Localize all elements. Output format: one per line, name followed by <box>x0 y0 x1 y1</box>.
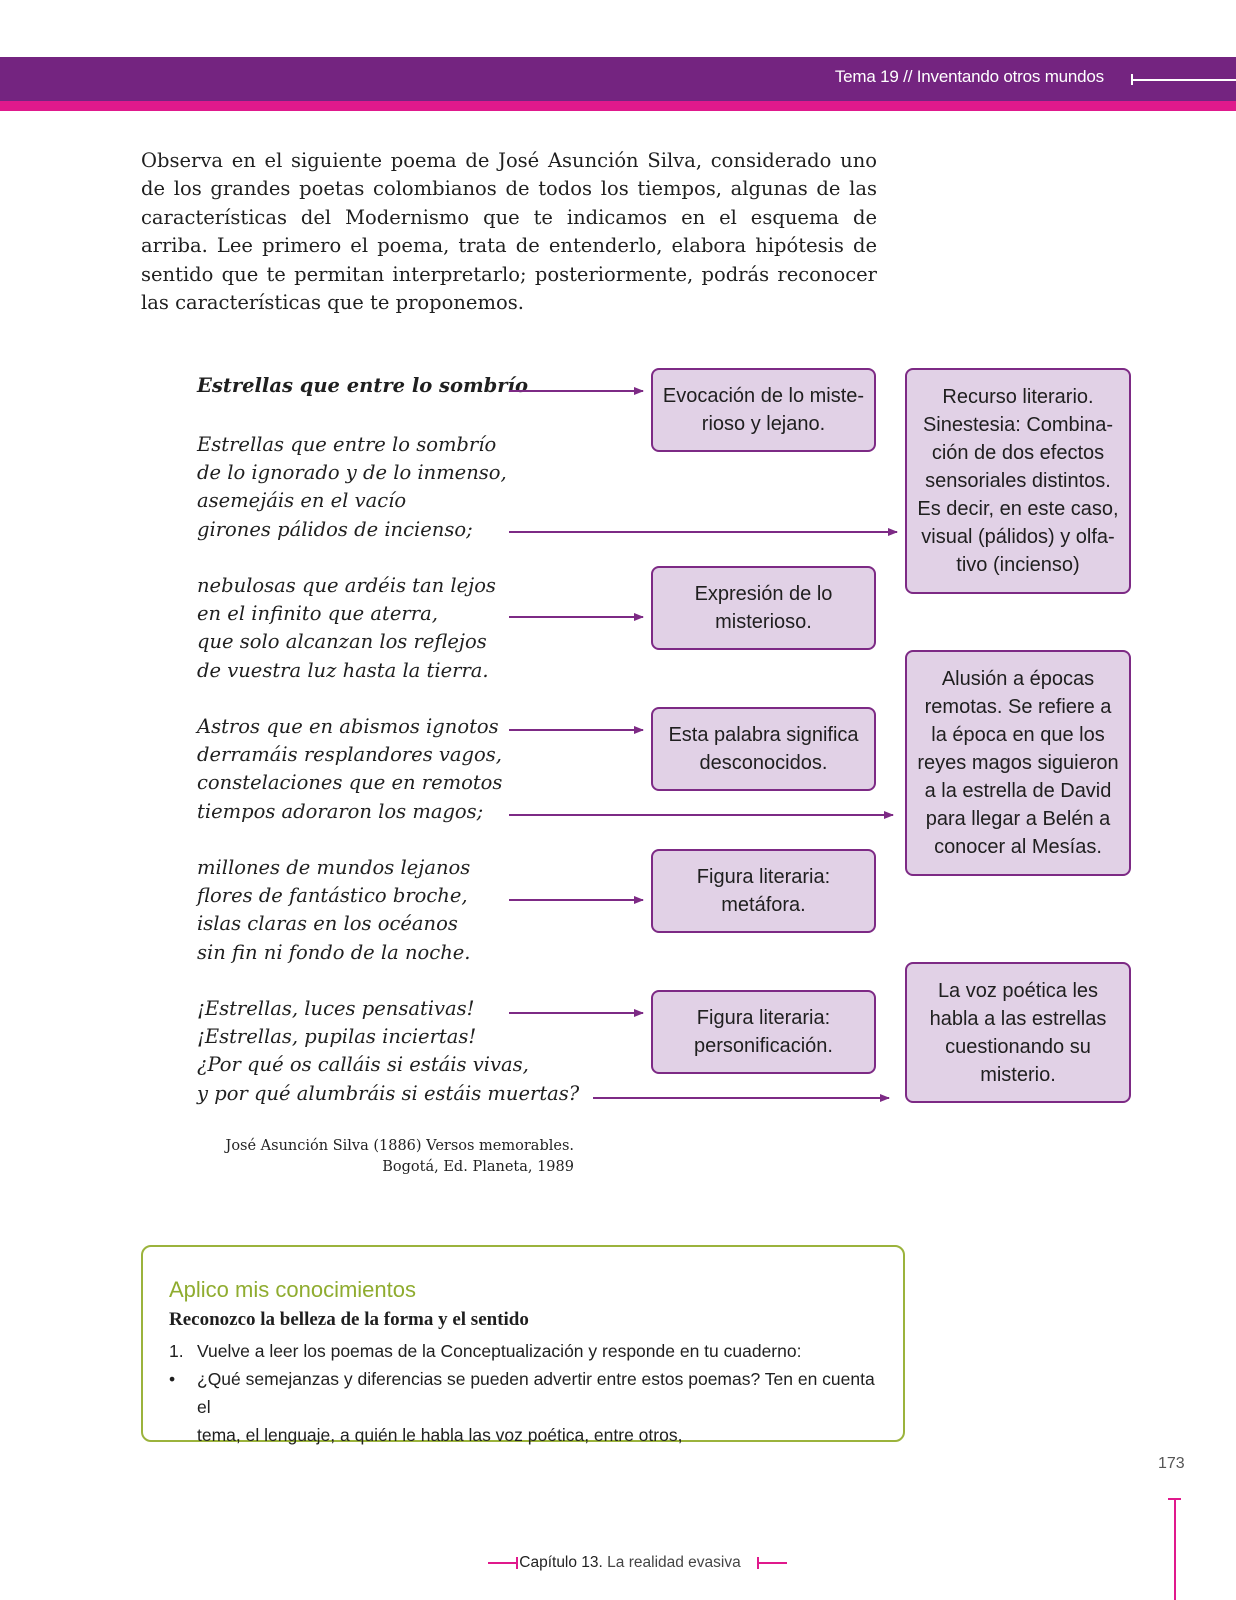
source-line: José Asunción Silva (1886) Versos memorables. <box>225 1138 574 1154</box>
note-evocation <box>651 368 876 452</box>
poem-line: Estrellas que entre lo sombrío <box>197 433 497 456</box>
poem-stanza-3 <box>197 713 502 826</box>
poem-line: constelaciones que en remotos <box>197 771 503 795</box>
poem-line: flores de fantástico broche, <box>197 884 468 908</box>
note-line: sensoriales distintos. <box>925 470 1111 492</box>
poem-line: y por qué alumbráis si estáis muertas? <box>197 1081 580 1105</box>
poem-stanza-2 <box>197 572 496 685</box>
footer-rule-right <box>757 1562 787 1564</box>
activity-item-text: tema, el lenguaje, a quién le habla las voz poética, entre otros, <box>197 1425 683 1445</box>
note-line: misterio. <box>980 1063 1056 1086</box>
source-line: Bogotá, Ed. Planeta, 1989 <box>382 1159 574 1175</box>
footer-chapter-title: La realidad evasiva <box>607 1554 741 1571</box>
poem-line: de lo ignorado y de lo inmenso, <box>197 461 507 485</box>
note-remote-epochs <box>905 650 1131 876</box>
note-line: reyes magos siguieron <box>917 752 1119 774</box>
note-line: ción de dos efectos <box>931 442 1105 464</box>
poem-source <box>200 1136 574 1178</box>
activity-item-text: Vuelve a leer los poemas de la Conceptualización y responde en tu cuaderno: <box>197 1341 802 1361</box>
note-line: Es decir, en este caso, <box>917 498 1119 520</box>
note-line: misterioso. <box>715 611 812 633</box>
note-line: La voz poética les <box>937 979 1099 1002</box>
header-rule-tick <box>1131 74 1133 85</box>
poem-line: Astros que en abismos ignotos <box>197 715 499 738</box>
note-line: cuestionando su <box>945 1035 1091 1058</box>
note-line: Figura literaria: <box>696 1007 831 1029</box>
activity-item-text: ¿Qué semejanzas y diferencias se pueden advertir entre estos poemas? Ten en cuenta el <box>197 1369 875 1417</box>
note-meaning <box>651 707 876 791</box>
side-rule <box>1174 1499 1176 1600</box>
note-line: Esta palabra significa <box>668 724 859 746</box>
note-line: habla a las estrellas <box>929 1007 1107 1030</box>
poem-line: nebulosas que ardéis tan lejos <box>197 574 496 597</box>
note-metaphor <box>651 849 876 933</box>
poem-line: sin fin ni fondo de la noche. <box>197 940 471 964</box>
note-line: visual (pálidos) y olfa- <box>921 526 1115 548</box>
note-line: Evocación de lo miste- <box>662 385 865 407</box>
poem-line: en el infinito que aterra, <box>197 602 438 626</box>
page-number: 173 <box>1158 1455 1185 1472</box>
poem-line: ¡Estrellas, luces pensativas! <box>197 997 475 1020</box>
note-line: conocer al Mesías. <box>934 836 1102 858</box>
note-personification <box>651 990 876 1074</box>
note-line: Expresión de lo <box>694 583 833 605</box>
poem-stanza-5 <box>197 995 579 1108</box>
header-stripe <box>0 101 1236 111</box>
activity-item-2 <box>169 1365 889 1449</box>
poem-line: ¡Estrellas, pupilas inciertas! <box>197 1025 477 1049</box>
activity-title: Aplico mis conocimientos <box>169 1277 416 1302</box>
header-rule <box>1132 79 1236 81</box>
poem-line: de vuestra luz hasta la tierra. <box>197 658 489 682</box>
footer-chapter <box>480 1554 780 1572</box>
poem-line: derramáis resplandores vagos, <box>197 743 502 767</box>
activity-item-1 <box>169 1337 889 1365</box>
intro-paragraph: Observa en el siguiente poema de José Asunción Silva, considerado uno de los grandes poetas colombianos de todos los tiempos, algunas de las características del Modernismo que te indicamos en el esquema de arriba. Lee primero el poema, trata de entenderlo, elabora hipótesis de sentido que te permitan interpretarlo; posteriormente, podrás reconocer las características que te proponemos. <box>141 149 877 315</box>
note-line: remotas. Se refiere a <box>924 696 1112 718</box>
note-line: Sinestesia: Combina- <box>922 414 1114 436</box>
note-mystery <box>651 566 876 650</box>
poem-title: Estrellas que entre lo sombrío <box>197 374 528 397</box>
note-line: Figura literaria: <box>696 866 831 888</box>
bullet: • <box>169 1369 176 1389</box>
poem-line: girones pálidos de incienso; <box>197 517 473 541</box>
header-title: Tema 19 // Inventando otros mundos <box>834 67 1104 86</box>
note-line: para llegar a Belén a <box>925 808 1111 830</box>
note-poetic-voice <box>905 962 1131 1103</box>
footer-chapter-number: Capítulo 13. <box>519 1554 603 1571</box>
poem-stanza-4 <box>197 854 471 967</box>
poem-line: asemejáis en el vacío <box>197 489 407 513</box>
poem-line: millones de mundos lejanos <box>197 856 471 879</box>
poem-stanza-1 <box>197 431 507 544</box>
list-number: 1. <box>169 1341 184 1361</box>
note-line: rioso y lejano. <box>701 413 826 435</box>
note-line: a la estrella de David <box>924 780 1112 802</box>
poem-line: que solo alcanzan los reflejos <box>197 630 487 654</box>
note-line: metáfora. <box>721 894 806 916</box>
note-line: la época en que los <box>931 724 1105 746</box>
note-line: Alusión a épocas <box>941 668 1095 690</box>
poem-line: islas claras en los océanos <box>197 912 458 936</box>
note-line: desconocidos. <box>699 752 828 774</box>
note-synesthesia <box>905 368 1131 594</box>
activity-subtitle: Reconozco la belleza de la forma y el sentido <box>169 1309 529 1330</box>
note-line: Recurso literario. <box>942 386 1094 408</box>
poem-line: ¿Por qué os calláis si estáis vivas, <box>197 1053 529 1077</box>
note-line: tivo (incienso) <box>956 554 1080 576</box>
poem-line: tiempos adoraron los magos; <box>197 799 484 823</box>
note-line: personificación. <box>694 1035 833 1057</box>
